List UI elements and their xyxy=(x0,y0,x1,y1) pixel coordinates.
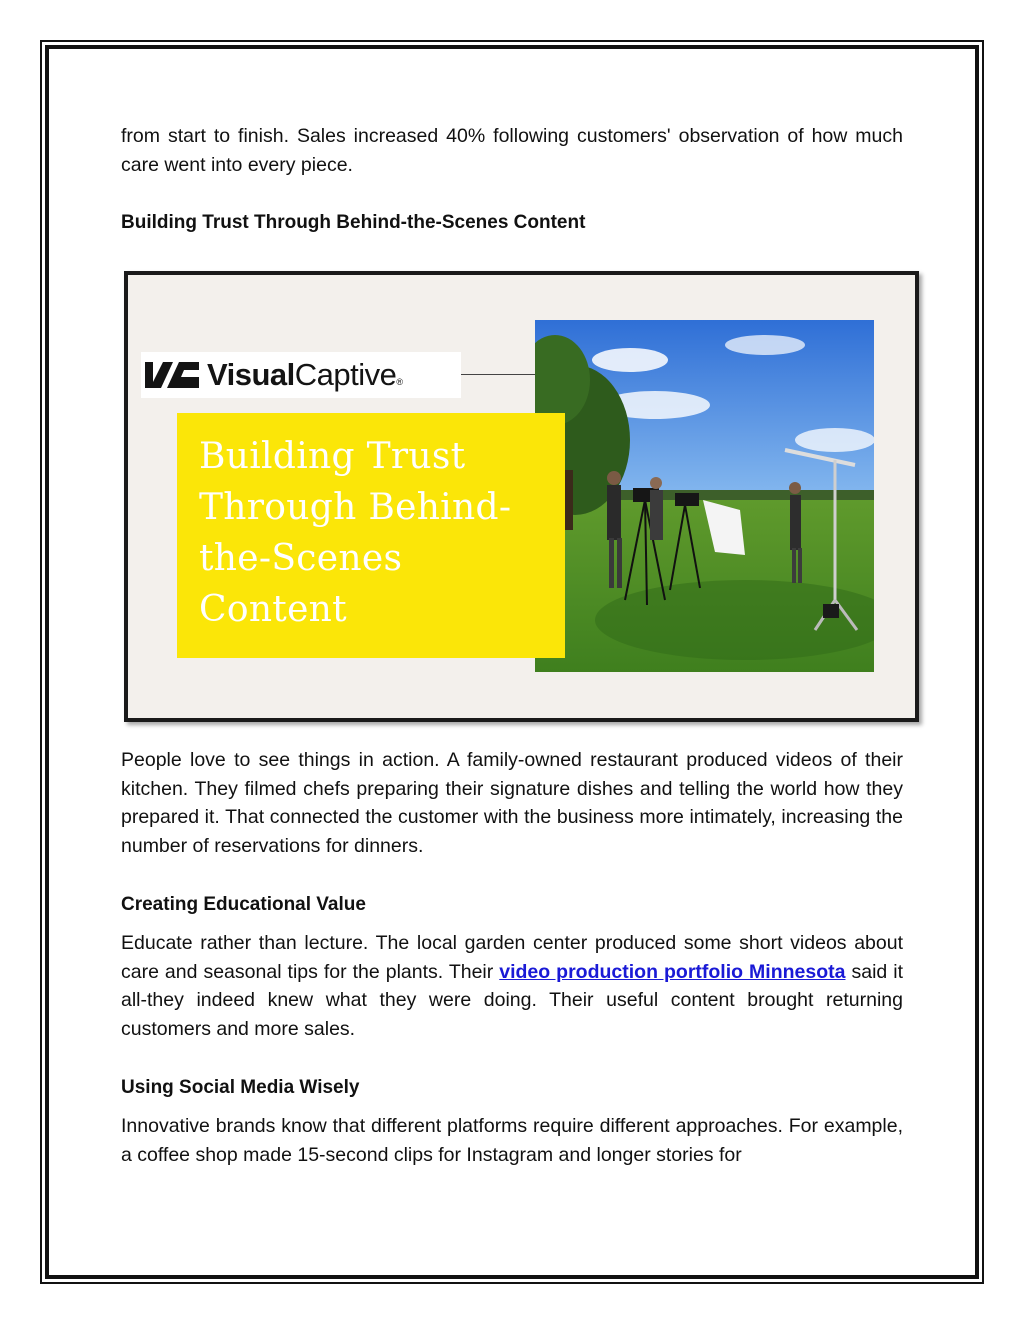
logo-mark-icon xyxy=(143,360,201,390)
title-card xyxy=(177,413,565,658)
registered-mark: ® xyxy=(396,377,403,387)
visualcaptive-logo xyxy=(141,352,461,398)
heading-behind-the-scenes: Building Trust Through Behind-the-Scenes Content xyxy=(121,212,586,233)
video-production-portfolio-link[interactable]: video production portfolio Minnesota xyxy=(499,960,846,983)
heading-educational-value: Creating Educational Value xyxy=(121,894,366,915)
hero-image xyxy=(124,271,919,722)
film-crew-photo xyxy=(535,320,874,672)
logo-divider-line xyxy=(461,374,535,375)
logo-text-bold: Visual xyxy=(207,357,295,392)
garden-paragraph xyxy=(121,929,903,1043)
garden-text-before: Educate rather than lecture. The local garden center produced some short videos about care and seasonal tips for the plants. Their xyxy=(121,932,903,983)
intro-paragraph: from start to finish. Sales increased 40% following customers' observation of how much care went into every piece. xyxy=(121,125,903,176)
heading-social-media: Using Social Media Wisely xyxy=(121,1077,360,1098)
logo-text-light: Captive xyxy=(294,357,397,392)
garden-text-after: said it all-they indeed knew what they were doing. Their useful content brought returning customers and more sales. xyxy=(121,960,904,1040)
restaurant-paragraph: People love to see things in action. A family-owned restaurant produced videos of their kitchen. They filmed chefs preparing their signature dishes and telling the world how they prepared it. That connected the customer with the business more intimately, increasing the number of reservations for dinners. xyxy=(121,749,903,857)
social-paragraph: Innovative brands know that different platforms require different approaches. For example, a coffee shop made 15-second clips for Instagram and longer stories for xyxy=(121,1115,903,1166)
title-card-text: Building Trust Through Behind-the-Scenes Content xyxy=(199,436,512,630)
